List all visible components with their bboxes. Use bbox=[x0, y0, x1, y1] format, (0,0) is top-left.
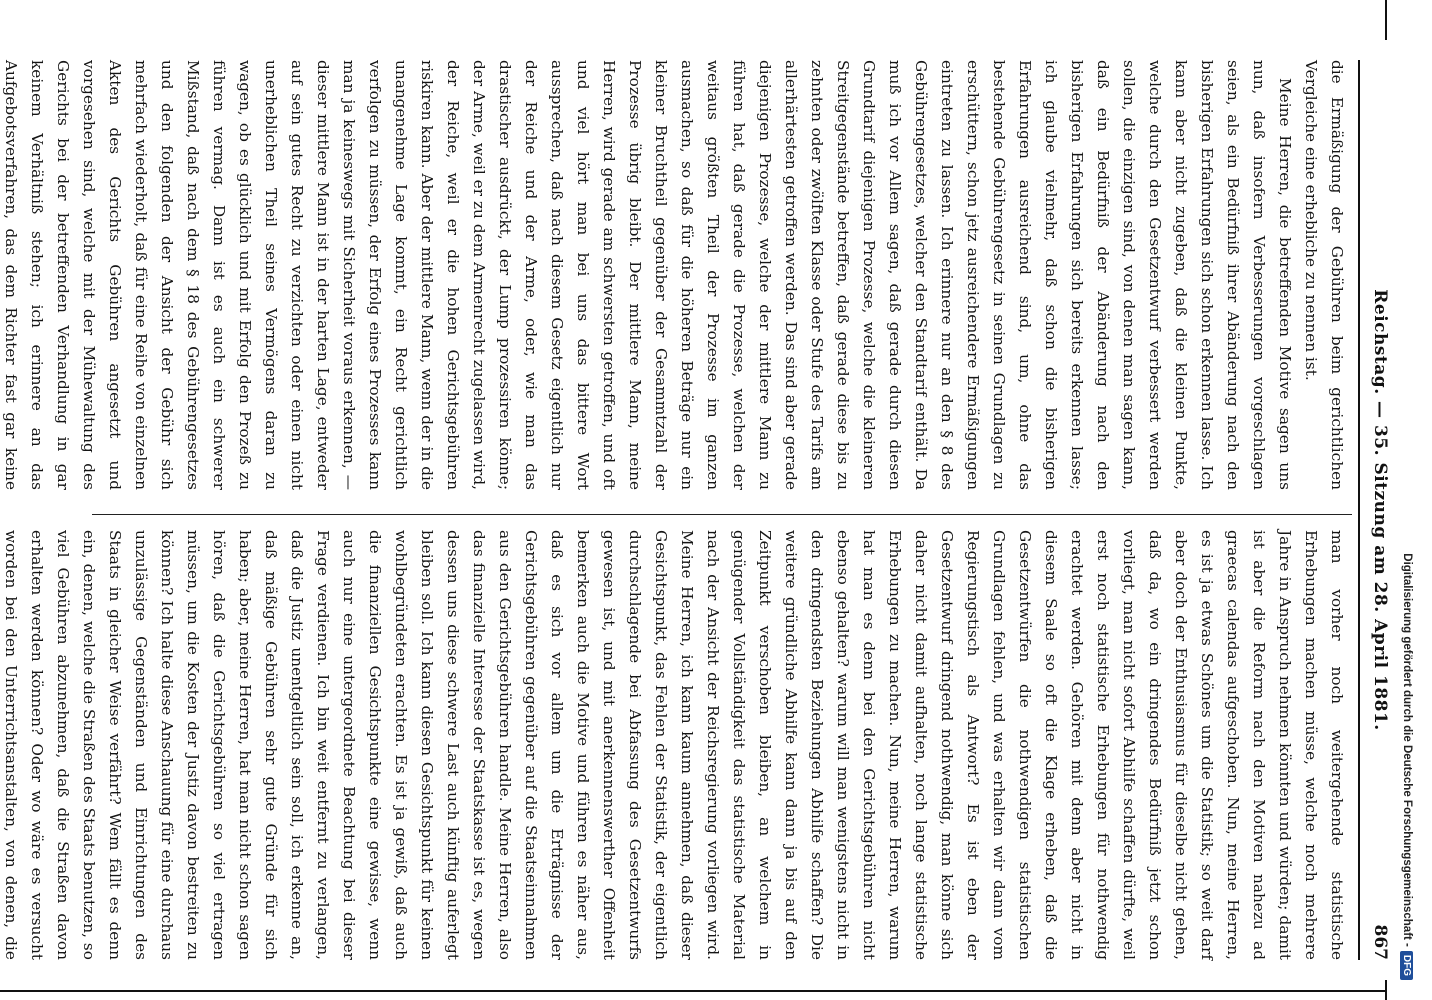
funding-text: Digitalisierung gefördert durch die Deutsche Forschungsgemeinschaft - bbox=[1401, 553, 1413, 947]
rotated-document-page bbox=[2, 40, 1400, 980]
page-title: Reichstag. — 35. Sitzung am 28. April 1881. bbox=[1370, 289, 1390, 731]
right-text-column bbox=[2, 530, 1350, 960]
page-number: 867 bbox=[1370, 924, 1390, 960]
page-bottom-rule bbox=[0, 990, 1385, 992]
paragraph: die Ermäßigung der Gebühren beim gerichtlichen Vergleiche eine erhebliche zu nennen ist. bbox=[1302, 60, 1346, 490]
paragraph: Meine Herren, die betreffenden Motive sagen uns nun, daß insofern Verbesserungen vorgeschlagen seien, als ein Bedürfniß ihrer Abänderung nach den bisherigen Erfahrungen sich schon erkennen lasse. Ich kann aber nicht zugeben, daß die kleinen Punkte, welche durch den Gesetzentwurf verbessert werden sollen, die einzigen sind, von denen man sagen kann, daß ein Bedürfniß der Abänderung nach den bisherigen Erfahrungen sich bereits erkennen lasse; ich glaube vielmehr, daß schon die bisherigen Erfahrungen ausreichend sind, um, ohne das bestehende Gebührengesetz in seinen Grundlagen zu erschüttern, schon jetz ausreichendere Ermäßigungen eintreten zu lassen. Ich erinnere nur an den § 8 des Gebührengesetzes, welcher den Standtarif enthält. Da muß ich vor Allem sagen, daß gerade durch diesen Grundtarif diejenigen Prozesse, welche die kleineren Streitgegenstände betreffen, daß gerade diese bis zu zehnten oder zwölften Klasse oder Stufe des Tarifs am allerhärtesten getroffen werden. Das sind aber gerade diejenigen Prozesse, welche der mittlere Mann zu führen hat, daß gerade die Prozesse, welchen der weitaus größten Theil der Prozesse im ganzen ausmachen, so daß für die höheren Beträge nur ein kleiner Bruchtheil gegenüber der Gesammtzahl der Prozesse übrig bleibt. Der mittlere Mann, meine Herren, wird gerade am schwersten getroffen, und oft und viel hört man bei uns das bittere Wort aussprechen, daß nach diesem Gesetz eigentlich nur der Reiche und der Arme, oder, wie man das drastischer ausdrückt, der Lump prozessiren könne; der Arme, weil er zu dem Armenrecht zugelassen wird, der Reiche, weil er die hohen Gerichtsgebühren riskiren kann. Aber der mittlere Mann, wenn der in die unangenehme Lage kommt, ein Recht gerichtlich verfolgen zu müssen, der Erfolg eines Prozesses kann man ja keineswegs mit Sicherheit voraus erkennen, — dieser mittlere Mann ist in der harten Lage, entweder auf sein gutes Recht zu verzichten oder einen nicht unerheblichen Theil seines Vermögens daran zu wagen, ob es glücklich und mit Erfolg den Prozeß zu führen vermag. Dann ist es auch ein schwerer Mißstand, daß nach dem § 18 des Gebührengesetzes und den folgenden der Ansicht der Gebühr sich mehrfach wiederholt, daß für eine Reihe von einzelnen Akten des Gerichts Gebühren angesetzt und vorgesehen sind, welche mit der Mühewaltung des Gerichts bei der betreffenden Verhandlung in gar keinem Verhältniß stehen; ich erinnere an das Aufgebotsverfahren, das dem Richter fast gar keine bbox=[2, 60, 1294, 490]
left-text-column bbox=[2, 60, 1350, 490]
page-header bbox=[1358, 60, 1394, 960]
paragraph: man vorher noch weitergehende statistische Erhebungen machen müsse, welche noch mehrere Jahre in Anspruch nehmen könnten und würden; damit ist aber die Reform nach den Motiven nahezu ad graecas calendas aufgeschoben. Nun, meine Herren, es ist ja etwas Schönes um die Statistik; so weit darf aber doch der Enthusiasmus für dieselbe nicht gehen, daß da, wo ein dringendes Bedürfniß jetzt schon vorliegt, man nicht sofort Abhilfe schaffen dürfte, weil erst noch statistische Erhebungen für nothwendig erachtet werden. Gehören mit denn aber nicht in diesem Saale so oft die Klage erheben, daß die Gesetzentwürfen die nothwendigen statistischen Grundlagen fehlen, und was erhalten wir dann vom Regierungstisch als Antwort? Es ist eben der Gesetzentwurf dringend nothwendig, man könne sich daher nicht damit aufhalten, noch lange statistische Erhebungen zu machen. Nun, meine Herren, warum hat man es denn bei den Gerichtsgebühren nicht ebenso gehalten? warum will man wenigstens nicht in den dringendsten Beziehungen Abhilfe schaffen? Die weitere gründliche Abhilfe kann dann ja bis auf den Zeitpunkt verschoben bleiben, an welchem in genügender Vollständigkeit das statistische Material nach der Ansicht der Reichsregierung vorliegen wird. Meine Herren, ich kann kaum annehmen, daß dieser Gesichtspunkt, das Fehlen der Statistik, der eigentlich durchschlagende bei Abfassung des Gesetzentwurfs gewesen ist, und mit anerkennenswerther Offenheit bemerken auch die Motive und führen es näher aus, daß es sich vor allem um die Erträgnisse der Gerichtsgebühren gegenüber auf die Staatseinnahmen aus den Gerichtsgebühren handle. Meine Herren, also das finanzielle Interesse der Staatskasse ist es, wegen dessen uns diese schwere Last auch künftig auferlegt bleiben soll. Ich kann diesen Gesichtspunkt für keinen wohlbegründeten erachten. Es ist ja gewiß, daß auch die finanziellen Gesichtspunkte eine gewisse, wenn auch nur eine untergeordnete Beachtung bei dieser Frage verdienen. Ich bin weit entfernt zu verlangen, daß die Justiz unentgeltlich sein soll, ich erkenne an, daß mäßige Gebühren sehr gute Gründe für sich haben; aber, meine Herren, hat man nicht schon sagen hören, daß die Gerichtsgebühren so viel ertragen müssen, um die Kosten der Justiz davon bestreiten zu können? Ich halte diese Anschauung für eine durchaus unzulässige Gegenständen und Einrichtungen des Staats in gleicher Weise verfährt? Wem fällt es denn ein, denen, welche die Straßen des Staats benutzen, so viel Gebühren abzunehmen, daß die Straßen davon erhalten werden können? Oder wo wäre es versucht worden bei den Unterrichtsanstalten, von denen, die bbox=[2, 530, 1346, 960]
column-divider bbox=[92, 514, 1352, 515]
dfg-logo-badge: DFG bbox=[1401, 951, 1414, 980]
funding-text-wrap bbox=[1396, 40, 1418, 980]
funding-side-note bbox=[1396, 40, 1418, 980]
